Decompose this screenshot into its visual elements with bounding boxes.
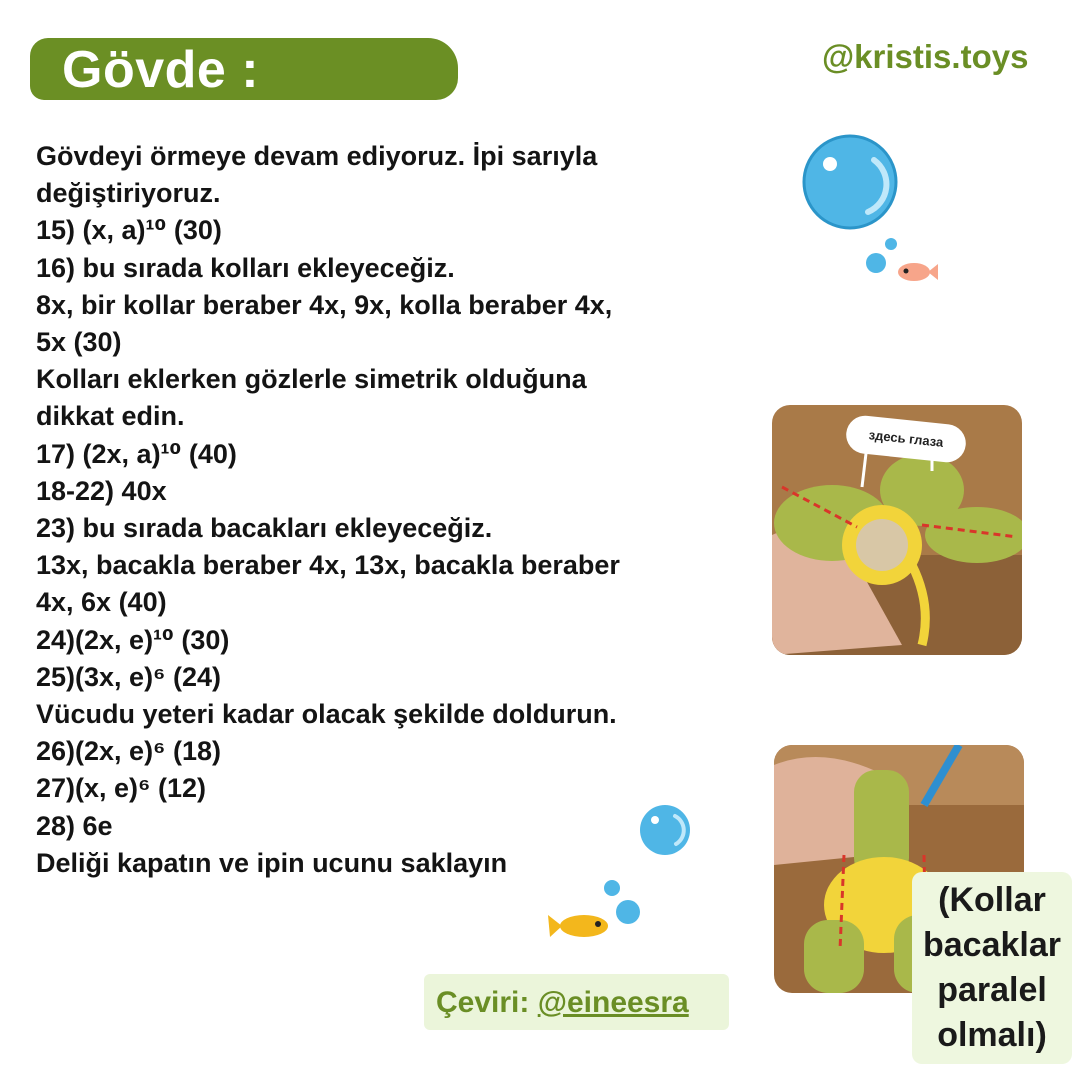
side-note-line: olmalı) (937, 1016, 1047, 1054)
eyes-annotation-label: здесь глаза (844, 414, 967, 464)
translation-credit (436, 976, 689, 1030)
pattern-line: 16) bu sırada kolları ekleyeceğiz. (36, 252, 455, 283)
pattern-line: 27)(x, e)⁶ (12) (36, 773, 206, 804)
credit-prefix: Çeviri: (436, 986, 538, 1019)
pattern-line: 28) 6e (36, 810, 113, 841)
pattern-line: 8x, bir kollar beraber 4x, 9x, kolla beraber 4x, (36, 289, 613, 320)
pattern-line: 25)(3x, e)⁶ (24) (36, 661, 222, 692)
side-note-line: paralel (937, 971, 1047, 1009)
side-note-line: bacaklar (923, 926, 1061, 964)
bubble-fish-decoration-bottom (540, 800, 700, 950)
brand-handle: @kristis.toys (822, 38, 1029, 75)
pattern-line: değiştiriyoruz. (36, 178, 221, 209)
credit-handle-link[interactable]: @eineesra (537, 986, 689, 1019)
page-title: Gövde : (62, 41, 260, 99)
pattern-line: 13x, bacakla beraber 4x, 13x, bacakla beraber (36, 550, 620, 581)
pattern-line: 4x, 6x (40) (36, 587, 167, 618)
pattern-instructions (36, 138, 716, 882)
pattern-line: 5x (30) (36, 327, 122, 358)
pattern-line: 17) (2x, a)¹⁰ (40) (36, 438, 237, 469)
pattern-line: Deliği kapatın ve ipin ucunu saklayın (36, 847, 508, 878)
pattern-line: 26)(2x, e)⁶ (18) (36, 736, 222, 767)
pattern-line: 15) (x, a)¹⁰ (30) (36, 215, 222, 246)
side-note (912, 878, 1072, 1058)
pattern-line: Vücudu yeteri kadar olacak şekilde doldurun. (36, 699, 617, 730)
pattern-line: 18-22) 40x (36, 475, 167, 506)
pattern-line: Kolları eklerken gözlerle simetrik olduğuna (36, 364, 587, 395)
pattern-line: dikkat edin. (36, 401, 185, 432)
pattern-line: 23) bu sırada bacakları ekleyeceğiz. (36, 513, 493, 544)
pattern-line: Gövdeyi örmeye devam ediyoruz. İpi sarıyla (36, 141, 598, 171)
bubble-fish-decoration-top (796, 130, 946, 290)
pattern-line: 24)(2x, e)¹⁰ (30) (36, 624, 230, 655)
side-note-line: (Kollar (938, 881, 1046, 919)
